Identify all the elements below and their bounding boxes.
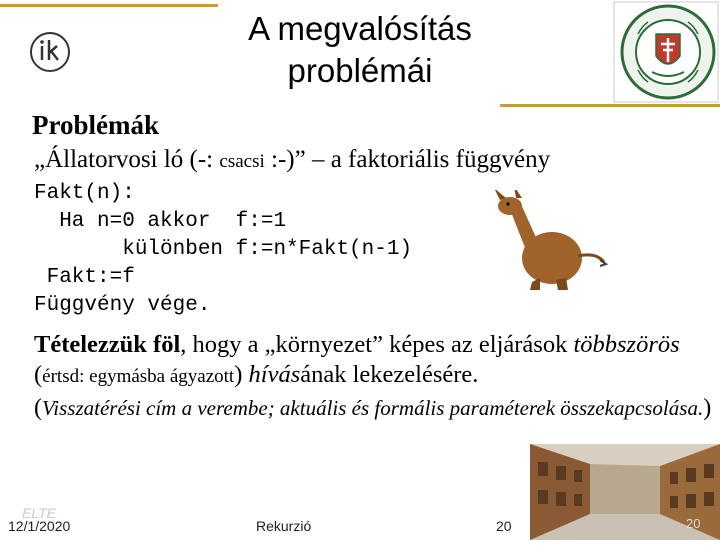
return-address-note bbox=[34, 392, 714, 424]
pseudocode-block bbox=[34, 180, 412, 320]
header-rule-right bbox=[500, 104, 720, 107]
statement-part-a: „Állatorvosi ló (-: bbox=[34, 146, 220, 173]
assumption-note: értsd: egymásba ágyazott bbox=[42, 366, 235, 387]
assumption-paragraph bbox=[34, 330, 714, 392]
slide-number: 20 bbox=[686, 516, 701, 531]
problem-statement bbox=[34, 146, 550, 174]
statement-part-b: csacsi bbox=[219, 151, 265, 172]
assumption-text: ) bbox=[234, 361, 249, 388]
footer-ghost-text: ELTE bbox=[22, 505, 56, 521]
donkey-icon bbox=[486, 190, 608, 294]
code-line: Fakt:=f bbox=[34, 266, 135, 289]
code-line: különben f:=n*Fakt(n-1) bbox=[34, 238, 413, 261]
footer-title: Rekurzió bbox=[256, 518, 312, 534]
assumption-text: , hogy a „környezet” képes az eljárások bbox=[180, 331, 574, 358]
footer-page: 20 bbox=[496, 518, 512, 534]
assumption-italic: többszörös bbox=[573, 331, 680, 358]
section-heading: Problémák bbox=[32, 110, 159, 140]
assumption-bold: Tételezzük föl bbox=[34, 331, 181, 358]
assumption-text: ( bbox=[34, 361, 43, 388]
footer-date: 12/1/2020 bbox=[8, 518, 71, 534]
code-line: Ha n=0 akkor f:=1 bbox=[34, 210, 287, 233]
paren-open: ( bbox=[34, 395, 42, 421]
university-seal-icon bbox=[612, 0, 720, 104]
assumption-italic-call: hívás bbox=[248, 361, 301, 388]
header-rule-left bbox=[0, 4, 218, 7]
note-text: Visszatérési cím a verembe; aktuális és formális paraméterek összekapcsolása. bbox=[42, 396, 704, 420]
assumption-text: ának lekezelésére. bbox=[300, 361, 479, 388]
paren-close: ) bbox=[703, 395, 712, 421]
code-line: Fakt(n): bbox=[34, 182, 135, 205]
ik-logo-icon bbox=[28, 30, 72, 74]
code-line: Függvény vége. bbox=[34, 294, 211, 317]
statement-part-c: :-)” – a faktoriális függvény bbox=[264, 146, 551, 173]
slide-title: A megvalósítás problémái bbox=[248, 10, 472, 89]
